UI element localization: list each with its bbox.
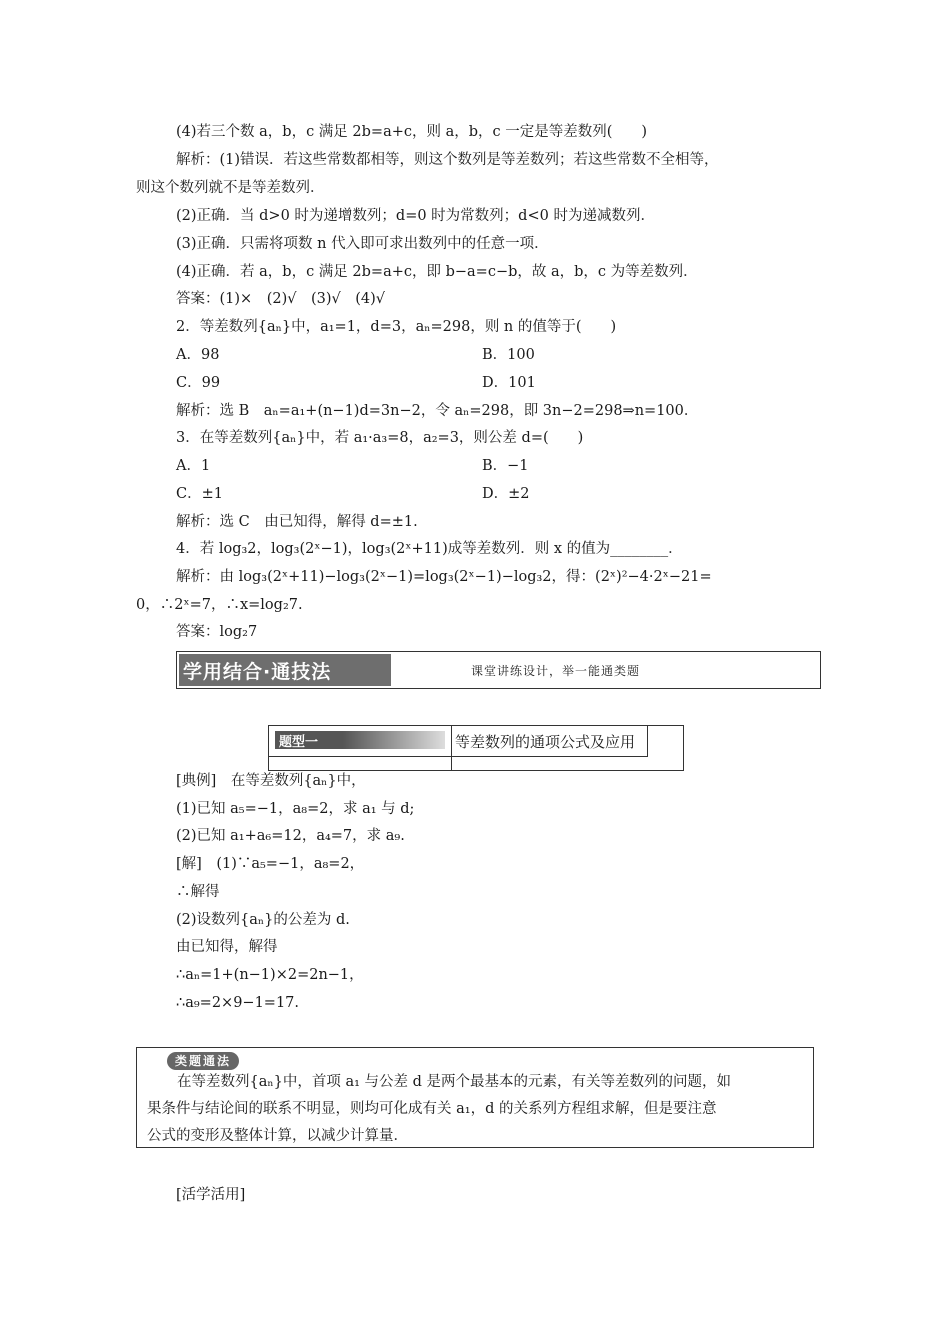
note-line: 公式的变形及整体计算，以减少计算量．: [147, 1128, 408, 1144]
example-line: 由已知得，解得: [176, 939, 278, 955]
text-line: (4)正确．若 a，b，c 满足 2b=a+c，即 b−a=c−b，故 a，b，c 为等差数列．: [176, 264, 698, 280]
text-line: 解析：由 log₃(2ˣ+11)−log₃(2ˣ−1)=log₃(2ˣ−1)−log₃2，得：(2ˣ)²−4·2ˣ−21=: [176, 569, 712, 585]
note-line: 在等差数列{aₙ}中，首项 a₁ 与公差 d 是两个最基本的元素，有关等差数列的问题，如: [177, 1074, 732, 1090]
option-d: D．101: [482, 375, 536, 391]
method-badge: 类题通法: [167, 1052, 239, 1070]
option-b: B．−1: [482, 458, 529, 474]
text-line: (3)正确．只需将项数 n 代入即可求出数列中的任意一项．: [176, 236, 549, 252]
question-4: 4．若 log₃2，log₃(2ˣ−1)，log₃(2ˣ+11)成等差数列．则 x 的值为________．: [176, 541, 683, 557]
text-line: 解析：(1)错误．若这些常数都相等，则这个数列是等差数列；若这些常数不全相等，: [176, 152, 719, 168]
text-line: 则这个数列就不是等差数列．: [136, 180, 325, 196]
type-tag: [275, 731, 445, 749]
type-tag-label: 题型一: [279, 735, 319, 750]
text-line: (2)正确．当 d>0 时为递增数列；d=0 时为常数列；d<0 时为递减数列．: [176, 208, 655, 224]
note-line: 果条件与结论间的联系不明显，则均可化成有关 a₁，d 的关系列方程组求解，但是要注意: [147, 1101, 717, 1117]
example-line: [典例] 在等差数列{aₙ}中，: [176, 773, 366, 789]
type-title: 等差数列的通项公式及应用: [455, 733, 636, 751]
text-line: (4)若三个数 a，b，c 满足 2b=a+c，则 a，b，c 一定是等差数列( ): [176, 124, 648, 140]
option-c: C．±1: [176, 486, 223, 502]
type-box-divider: [451, 726, 452, 770]
text-line: 解析：选 C 由已知得，解得 d=±1.: [176, 514, 418, 530]
example-line: [解] (1)∵a₅=−1，a₈=2，: [176, 856, 365, 872]
option-b: B．100: [482, 347, 535, 363]
example-line: (2)已知 a₁+a₆=12，a₄=7，求 a₉.: [176, 828, 405, 844]
example-line: (2)设数列{aₙ}的公差为 d.: [176, 912, 350, 928]
example-line: ∴解得: [176, 884, 220, 900]
option-a: A．1: [176, 458, 211, 474]
option-a: A．98: [176, 347, 220, 363]
banner-title-block: [179, 654, 391, 686]
question-2: 2．等差数列{aₙ}中，a₁=1，d=3，aₙ=298，则 n 的值等于( ): [176, 319, 617, 335]
text-line: 解析：选 B aₙ=a₁+(n−1)d=3n−2，令 aₙ=298，即 3n−2=298⇒n=100．: [176, 403, 699, 419]
option-d: D．±2: [482, 486, 530, 502]
section-banner: [176, 651, 821, 689]
banner-subtitle: 课堂讲练设计，举一能通类题: [471, 664, 641, 678]
example-line: (1)已知 a₅=−1，a₈=2，求 a₁ 与 d;: [176, 801, 415, 817]
example-line: ∴aₙ=1+(n−1)×2=2n−1，: [176, 967, 364, 983]
method-summary-box: [136, 1047, 814, 1148]
answer-line: 答案：(1)× (2)√ (3)√ (4)√: [176, 291, 386, 307]
question-type-box: [268, 725, 684, 771]
question-3: 3．在等差数列{aₙ}中，若 a₁·a₃=8，a₂=3，则公差 d=( ): [176, 430, 584, 446]
text-line: 0，∴2ˣ=7，∴x=log₂7.: [136, 597, 303, 613]
example-line: ∴a₉=2×9−1=17.: [176, 995, 300, 1011]
banner-title: 学用结合·通技法: [183, 661, 332, 683]
option-c: C．99: [176, 375, 221, 391]
practice-heading: [活学活用]: [176, 1187, 246, 1203]
answer-line: 答案：log₂7: [176, 624, 258, 640]
